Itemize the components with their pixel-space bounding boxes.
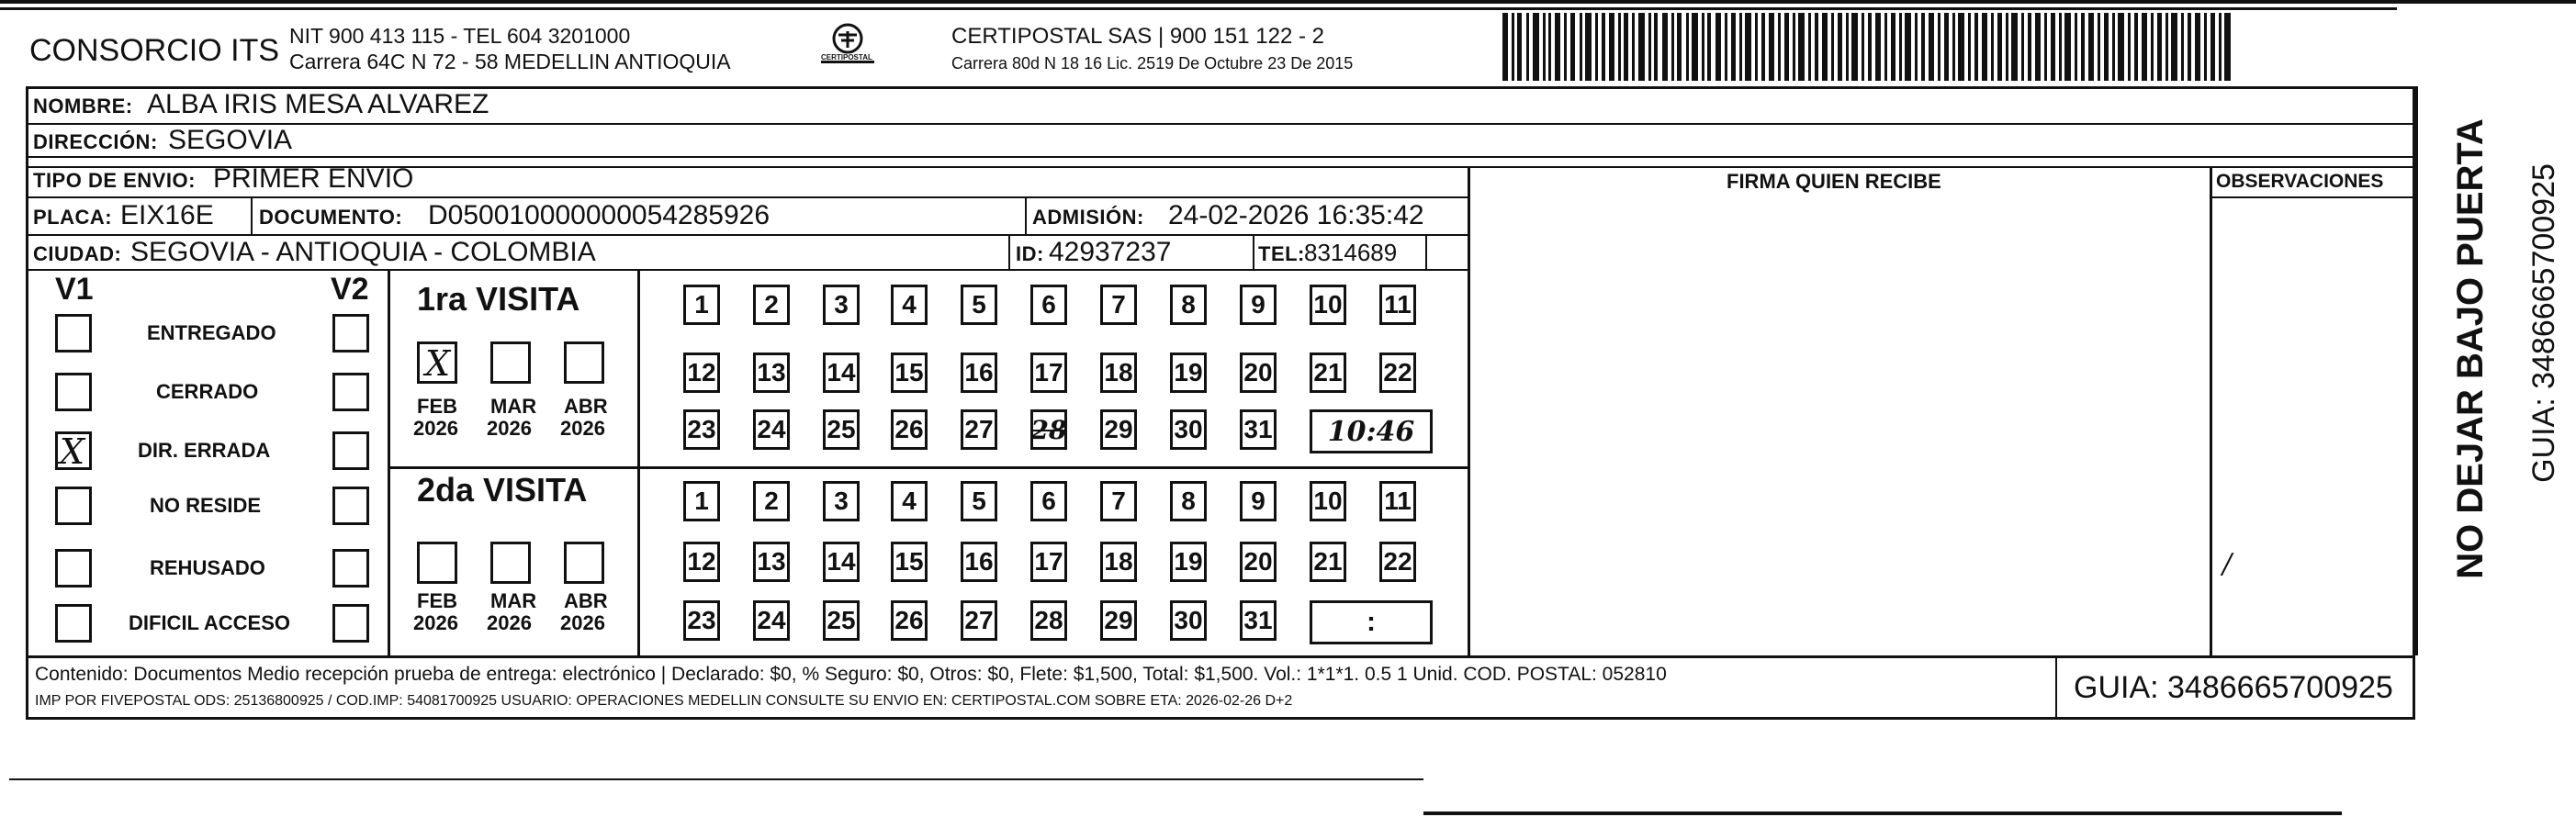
direccion-label: DIRECCIÓN: xyxy=(33,130,158,153)
day-number: 19 xyxy=(1174,358,1203,386)
col-line xyxy=(1425,234,1427,269)
company-address: Carrera 64C N 72 - 58 MEDELLIN ANTIOQUIA xyxy=(289,50,731,73)
day-box[interactable] xyxy=(1170,600,1207,641)
day-box[interactable] xyxy=(1030,353,1067,393)
status-label: DIR. ERRADA xyxy=(138,439,271,462)
day-box[interactable] xyxy=(823,285,860,325)
day-box[interactable] xyxy=(823,353,860,393)
no-dejar-bajo-puerta: NO DEJAR BAJO PUERTA xyxy=(2450,118,2491,579)
nombre-value: ALBA IRIS MESA ALVAREZ xyxy=(147,89,489,119)
day-number: 6 xyxy=(1041,487,1056,515)
month-name: FEB xyxy=(417,395,457,418)
day-box[interactable] xyxy=(683,542,720,582)
day-box[interactable] xyxy=(1379,481,1416,521)
col-line xyxy=(637,269,640,655)
documento-value: D050010000000054285926 xyxy=(428,200,771,230)
day-number: 12 xyxy=(687,547,716,576)
month-name: FEB xyxy=(417,589,457,612)
barcode xyxy=(1502,13,2237,81)
day-box[interactable] xyxy=(823,481,860,521)
col-line xyxy=(1253,234,1254,269)
day-number: 21 xyxy=(1313,547,1343,576)
col-line xyxy=(2210,166,2212,655)
time-box[interactable] xyxy=(1310,600,1433,644)
day-number: 2 xyxy=(764,487,779,515)
day-number: 9 xyxy=(1251,487,1266,515)
month-year: 2026 xyxy=(487,611,532,634)
month-name: MAR xyxy=(490,589,537,612)
day-box[interactable] xyxy=(823,600,860,641)
day-number: 7 xyxy=(1111,290,1126,319)
month-year: 2026 xyxy=(413,417,458,440)
day-number: 26 xyxy=(894,606,924,634)
day-number: 15 xyxy=(894,547,924,576)
day-box[interactable] xyxy=(1030,285,1067,325)
day-box[interactable] xyxy=(1170,285,1207,325)
row-line xyxy=(26,196,1469,198)
day-number: 22 xyxy=(1383,547,1412,576)
day-box[interactable] xyxy=(1240,285,1277,325)
day-box[interactable] xyxy=(961,600,997,641)
day-number: 10 xyxy=(1313,290,1343,319)
placa-value: EIX16E xyxy=(120,200,214,230)
day-number: 5 xyxy=(972,487,986,515)
day-box[interactable] xyxy=(891,285,928,325)
month-name: MAR xyxy=(490,395,537,418)
day-number: 27 xyxy=(964,415,994,443)
col-line xyxy=(2415,86,2418,655)
day-box[interactable] xyxy=(1310,353,1346,393)
firma-header: FIRMA QUIEN RECIBE xyxy=(1727,170,1941,193)
scan-edge-bottom-2 xyxy=(1423,811,2342,815)
row-line xyxy=(26,123,2415,125)
month-checkbox[interactable] xyxy=(417,341,457,384)
v1-checkbox[interactable] xyxy=(55,487,92,525)
day-box[interactable] xyxy=(753,600,790,641)
scan-edge-top-2 xyxy=(0,7,2397,10)
status-label: REHUSADO xyxy=(150,556,265,579)
day-number: 1 xyxy=(694,487,709,515)
day-number: 5 xyxy=(972,290,986,319)
day-box[interactable] xyxy=(961,285,997,325)
day-box[interactable] xyxy=(1310,481,1346,521)
day-number: 12 xyxy=(687,358,716,386)
day-box[interactable] xyxy=(1100,542,1137,582)
col-line xyxy=(1025,196,1027,234)
day-box[interactable] xyxy=(1030,542,1067,582)
day-number: 20 xyxy=(1243,358,1273,386)
visit-title: 1ra VISITA xyxy=(417,280,580,318)
day-number: 2 xyxy=(764,290,779,319)
day-number: 23 xyxy=(687,606,716,634)
side-text xyxy=(2424,92,2561,633)
day-number: 18 xyxy=(1104,358,1133,386)
day-box[interactable] xyxy=(683,481,720,521)
col-line xyxy=(388,269,390,655)
admision-value: 24-02-2026 16:35:42 xyxy=(1168,200,1424,230)
documento-label: DOCUMENTO: xyxy=(259,206,403,229)
day-box[interactable] xyxy=(753,353,790,393)
day-box[interactable] xyxy=(1170,481,1207,521)
day-box[interactable] xyxy=(1310,285,1346,325)
day-box[interactable] xyxy=(753,409,790,450)
nombre-label: NOMBRE: xyxy=(33,95,133,118)
col-line xyxy=(1008,234,1010,269)
status-label: ENTREGADO xyxy=(147,321,276,344)
certipostal-logo xyxy=(816,22,880,73)
day-box[interactable] xyxy=(961,481,997,521)
day-number: 16 xyxy=(964,358,994,386)
day-number: 30 xyxy=(1174,415,1203,443)
month-checkbox[interactable] xyxy=(490,542,531,584)
v2-checkbox[interactable] xyxy=(332,604,369,643)
day-number: 17 xyxy=(1034,547,1063,576)
day-box[interactable] xyxy=(1240,409,1277,450)
day-number: 9 xyxy=(1251,290,1266,319)
day-box[interactable] xyxy=(823,542,860,582)
v2-checkbox[interactable] xyxy=(332,487,369,525)
day-number: 23 xyxy=(687,415,716,443)
day-number: 3 xyxy=(834,487,849,515)
direccion-value: SEGOVIA xyxy=(168,125,293,155)
month-name: ABR xyxy=(564,589,608,612)
v2-checkbox[interactable] xyxy=(332,314,369,353)
day-box[interactable] xyxy=(891,353,928,393)
day-number: 27 xyxy=(964,606,994,634)
day-box[interactable] xyxy=(891,600,928,641)
day-number: 31 xyxy=(1243,606,1273,634)
day-box[interactable] xyxy=(1030,600,1067,641)
day-box[interactable] xyxy=(1379,353,1416,393)
col-line xyxy=(1468,166,1470,655)
day-box[interactable] xyxy=(1310,542,1346,582)
status-label: CERRADO xyxy=(156,380,259,403)
footer-contenido: Contenido: Documentos Medio recepción prueba de entrega: electrónico | Declarado: $0, % Seguro: $0, Otros: $0, Flete: $1,500, Total: $1,500. Vol.: 1*1*1. 0.5 1 Unid. COD. POSTAL: 052810 xyxy=(35,664,1667,685)
day-box[interactable] xyxy=(753,285,790,325)
day-number: 11 xyxy=(1384,290,1412,319)
month-checkbox[interactable] xyxy=(417,542,457,584)
placa-label: PLACA: xyxy=(33,206,113,229)
day-number: 30 xyxy=(1174,606,1203,634)
v1-checkbox[interactable] xyxy=(55,431,92,470)
month-year: 2026 xyxy=(487,417,532,440)
day-number: 24 xyxy=(757,606,786,634)
side-guia: GUIA: 3486665700925 xyxy=(2526,163,2561,483)
status-label: NO RESIDE xyxy=(150,494,262,517)
month-checkbox[interactable] xyxy=(490,341,531,384)
day-number: 22 xyxy=(1383,358,1412,386)
day-box[interactable] xyxy=(683,600,720,641)
month-year: 2026 xyxy=(413,611,458,634)
day-number: 29 xyxy=(1104,415,1133,443)
footer-imp: IMP POR FIVEPOSTAL ODS: 25136800925 / COD.IMP: 54081700925 USUARIO: OPERACIONES MEDELLIN CONSULTE SU ENVIO EN: CERTIPOSTAL.COM SOBRE ETA: 2026-02-26 D+2 xyxy=(35,693,1293,709)
day-box[interactable] xyxy=(1100,600,1137,641)
day-box[interactable] xyxy=(1030,481,1067,521)
day-box[interactable] xyxy=(753,542,790,582)
col-line xyxy=(2055,655,2057,720)
day-number: 24 xyxy=(757,415,786,443)
month-checkbox[interactable] xyxy=(564,341,604,384)
day-box[interactable] xyxy=(891,481,928,521)
day-number: 19 xyxy=(1174,547,1203,576)
visit-title: 2da VISITA xyxy=(417,471,588,509)
day-box[interactable] xyxy=(961,542,997,582)
certipostal-line: CERTIPOSTAL SAS | 900 151 122 - 2 xyxy=(951,24,1324,49)
day-box[interactable] xyxy=(1100,285,1137,325)
day-box[interactable] xyxy=(1240,600,1277,641)
day-number: 28 xyxy=(1034,606,1063,634)
row-line xyxy=(26,156,2415,158)
status-label: DIFICIL ACCESO xyxy=(129,611,291,634)
day-number: 1 xyxy=(694,290,709,319)
day-box[interactable] xyxy=(1170,353,1207,393)
day-number: 10 xyxy=(1313,487,1343,515)
id-value: 42937237 xyxy=(1049,237,1172,267)
admision-label: ADMISIÓN: xyxy=(1032,206,1144,229)
day-number: 25 xyxy=(827,415,856,443)
day-number: 14 xyxy=(827,358,856,386)
row-line xyxy=(388,466,1469,469)
time-value: : xyxy=(1367,607,1376,637)
day-number: 7 xyxy=(1111,487,1126,515)
v2-checkbox[interactable] xyxy=(332,373,369,411)
v1-checkbox[interactable] xyxy=(55,549,92,588)
day-box[interactable] xyxy=(753,481,790,521)
id-label: ID: xyxy=(1016,242,1044,265)
day-box[interactable] xyxy=(1379,285,1416,325)
observaciones-header: OBSERVACIONES xyxy=(2216,171,2384,192)
v1-checkbox[interactable] xyxy=(55,373,92,411)
v2-checkbox[interactable] xyxy=(332,549,369,588)
ciudad-label: CIUDAD: xyxy=(33,242,122,265)
month-checkbox-mark: X xyxy=(425,343,451,384)
day-number: 4 xyxy=(902,290,917,319)
company-name: CONSORCIO ITS xyxy=(29,33,280,68)
col-line xyxy=(251,196,253,234)
day-box[interactable] xyxy=(1240,481,1277,521)
day-box[interactable] xyxy=(683,285,720,325)
day-box[interactable] xyxy=(1100,409,1137,450)
tipo-envio-value: PRIMER ENVIO xyxy=(213,163,414,194)
row-line xyxy=(26,269,1469,271)
day-box[interactable] xyxy=(891,542,928,582)
month-year: 2026 xyxy=(560,611,605,634)
day-box[interactable] xyxy=(1379,542,1416,582)
company-nit: NIT 900 413 115 - TEL 604 3201000 xyxy=(289,24,631,48)
row-line xyxy=(2210,196,2415,198)
scan-edge-bottom xyxy=(9,778,1423,780)
day-number: 8 xyxy=(1181,290,1196,319)
v1-checkbox-mark: X xyxy=(60,431,85,472)
day-box[interactable] xyxy=(891,409,928,450)
day-number: 15 xyxy=(894,358,924,386)
day-number: 4 xyxy=(902,487,917,515)
day-number: 21 xyxy=(1313,358,1343,386)
tel-label: TEL: xyxy=(1258,242,1305,265)
v1-checkbox[interactable] xyxy=(55,314,92,353)
day-number: 28 xyxy=(1030,414,1067,445)
ciudad-value: SEGOVIA - ANTIOQUIA - COLOMBIA xyxy=(130,237,596,267)
day-box[interactable] xyxy=(683,409,720,450)
day-number: 13 xyxy=(757,547,786,576)
day-number: 6 xyxy=(1041,290,1056,319)
day-box[interactable] xyxy=(961,409,997,450)
day-number: 8 xyxy=(1181,487,1196,515)
time-value: 10:46 xyxy=(1327,415,1415,448)
v1-checkbox[interactable] xyxy=(55,604,92,643)
day-number: 14 xyxy=(827,547,856,576)
tel-value: 8314689 xyxy=(1304,239,1398,266)
v1-header: V1 xyxy=(55,272,94,307)
tipo-envio-label: TIPO DE ENVIO: xyxy=(33,169,196,192)
day-number: 3 xyxy=(834,290,849,319)
v2-header: V2 xyxy=(331,272,369,307)
v2-checkbox[interactable] xyxy=(332,431,369,470)
day-box[interactable] xyxy=(1170,409,1207,450)
month-name: ABR xyxy=(564,395,608,418)
time-box[interactable] xyxy=(1310,409,1433,453)
day-number: 13 xyxy=(757,358,786,386)
day-box[interactable] xyxy=(823,409,860,450)
day-box[interactable] xyxy=(961,353,997,393)
day-box[interactable] xyxy=(1240,542,1277,582)
logo-text: CERTIPOSTAL xyxy=(821,53,872,62)
day-box[interactable] xyxy=(1170,542,1207,582)
month-year: 2026 xyxy=(560,417,605,440)
day-box[interactable] xyxy=(1100,481,1137,521)
day-number: 29 xyxy=(1104,606,1133,634)
day-box[interactable] xyxy=(683,353,720,393)
day-box[interactable] xyxy=(1240,353,1277,393)
observaciones-mark: / xyxy=(2222,548,2233,580)
day-number: 16 xyxy=(964,547,994,576)
day-number: 11 xyxy=(1384,487,1412,515)
day-number: 25 xyxy=(827,606,856,634)
day-number: 18 xyxy=(1104,547,1133,576)
day-number: 17 xyxy=(1034,358,1063,386)
footer-guia: GUIA: 3486665700925 xyxy=(2074,670,2393,705)
certipostal-address: Carrera 80d N 18 16 Lic. 2519 De Octubre 23 De 2015 xyxy=(951,54,1354,73)
month-checkbox[interactable] xyxy=(564,542,604,584)
day-box[interactable] xyxy=(1030,409,1067,450)
scan-edge-top xyxy=(0,0,2576,4)
day-number: 31 xyxy=(1243,415,1273,443)
day-box[interactable] xyxy=(1100,353,1137,393)
day-number: 20 xyxy=(1243,547,1273,576)
day-number: 26 xyxy=(894,415,924,443)
